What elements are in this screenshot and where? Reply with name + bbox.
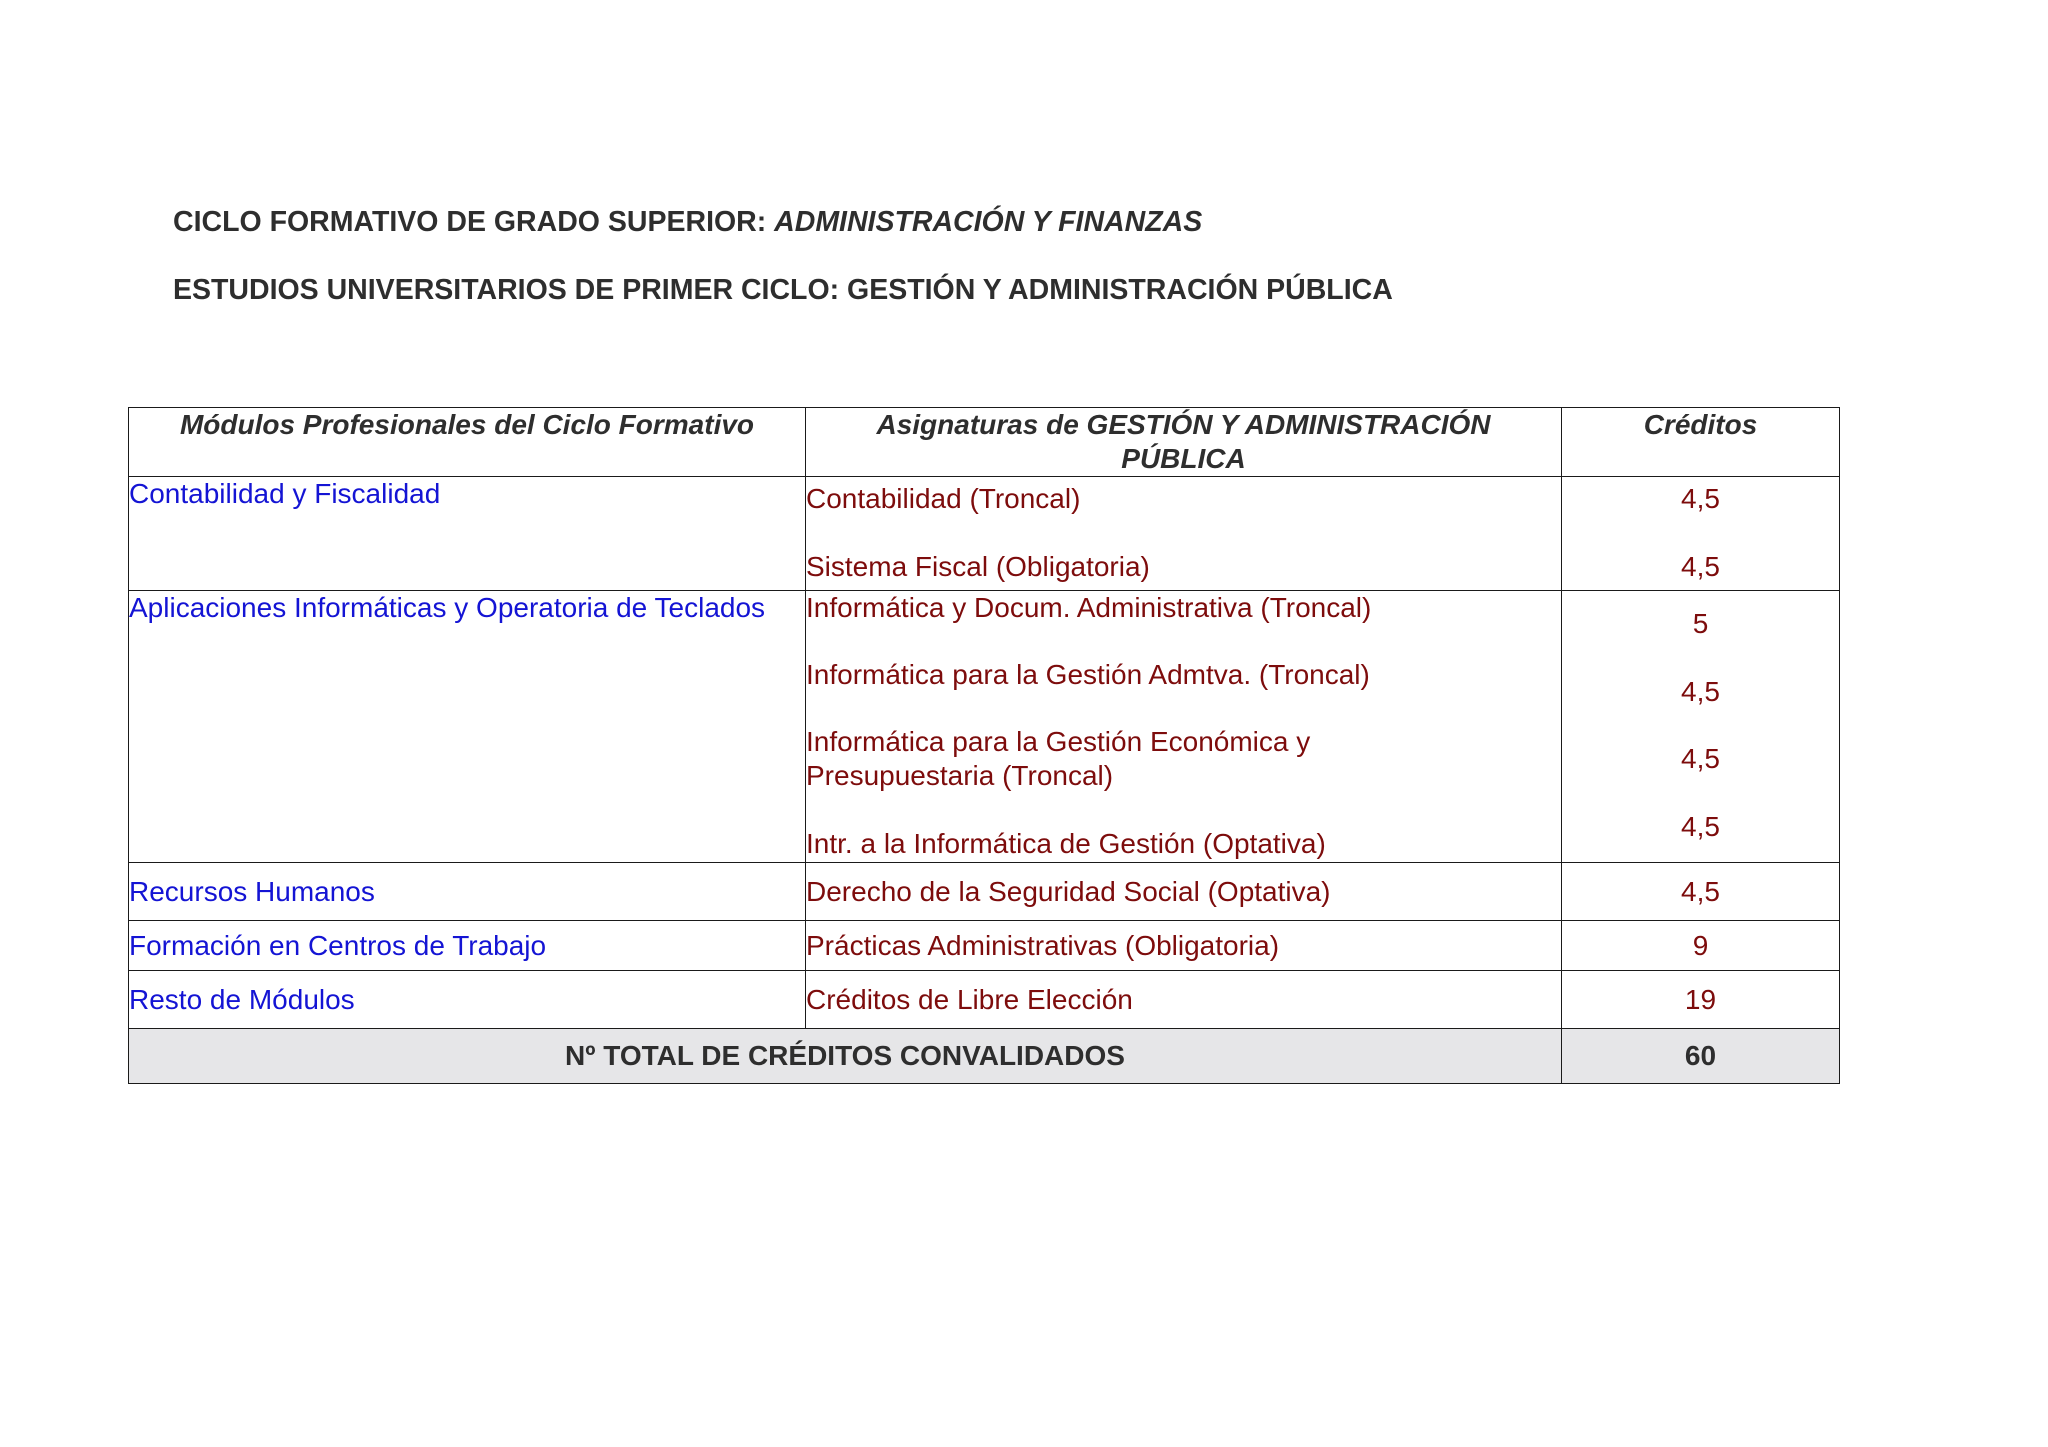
subjects-cell <box>806 863 1562 921</box>
subjects-cell <box>806 591 1562 863</box>
subjects-cell <box>806 971 1562 1029</box>
subject-name: Informática para la Gestión Admtva. (Troncal) <box>806 659 1370 690</box>
module-name: Resto de Módulos <box>129 983 355 1015</box>
table-row <box>129 477 1840 591</box>
subjects-cell <box>806 477 1562 591</box>
credits-cell <box>1562 863 1840 921</box>
total-label: Nº TOTAL DE CRÉDITOS CONVALIDADOS <box>129 1029 1562 1084</box>
module-cell <box>129 477 806 591</box>
table-header-row <box>129 408 1840 477</box>
credits-cell <box>1562 921 1840 971</box>
module-name: Recursos Humanos <box>129 875 375 907</box>
subject-name: Prácticas Administrativas (Obligatoria) <box>806 929 1280 961</box>
credit-value: 4,5 <box>1681 875 1720 907</box>
module-cell <box>129 921 806 971</box>
total-value: 60 <box>1562 1029 1840 1084</box>
subject-name: Derecho de la Seguridad Social (Optativa) <box>806 875 1331 907</box>
document-heading-ciclo <box>173 208 1202 237</box>
column-header-creditos: Créditos <box>1562 408 1840 477</box>
credit-value: 4,5 <box>1681 743 1720 774</box>
module-cell <box>129 971 806 1029</box>
credit-value: 4,5 <box>1681 676 1720 707</box>
credit-value: 4,5 <box>1681 811 1720 842</box>
subject-name: Informática para la Gestión Económica y Presupuestaria (Troncal) <box>806 726 1311 791</box>
credits-cell <box>1562 971 1840 1029</box>
total-row <box>129 1029 1840 1084</box>
convalidation-table <box>128 407 1840 1084</box>
credit-value: 4,5 <box>1681 551 1720 582</box>
heading-ciclo-prefix: CICLO FORMATIVO DE GRADO SUPERIOR: <box>173 206 775 238</box>
table-row <box>129 863 1840 921</box>
credits-cell <box>1562 591 1840 863</box>
module-name: Aplicaciones Informáticas y Operatoria de Teclados <box>129 592 766 623</box>
table-row <box>129 591 1840 863</box>
module-name: Formación en Centros de Trabajo <box>129 929 547 961</box>
subjects-cell <box>806 921 1562 971</box>
credit-value: 4,5 <box>1681 483 1720 514</box>
credit-value: 19 <box>1684 983 1717 1015</box>
module-cell <box>129 863 806 921</box>
subject-name: Contabilidad (Troncal) <box>806 483 1081 514</box>
credit-value: 5 <box>1692 608 1709 639</box>
subject-name: Informática y Docum. Administrativa (Troncal) <box>806 592 1372 623</box>
subject-name: Créditos de Libre Elección <box>806 983 1133 1015</box>
column-header-asignaturas: Asignaturas de GESTIÓN Y ADMINISTRACIÓN PÚBLICA <box>806 408 1562 477</box>
subject-name: Intr. a la Informática de Gestión (Optativa) <box>806 828 1326 859</box>
credits-cell <box>1562 477 1840 591</box>
column-header-modulos: Módulos Profesionales del Ciclo Formativo <box>129 408 806 477</box>
document-heading-estudios: ESTUDIOS UNIVERSITARIOS DE PRIMER CICLO: GESTIÓN Y ADMINISTRACIÓN PÚBLICA <box>173 274 1393 306</box>
heading-ciclo-name: ADMINISTRACIÓN Y FINANZAS <box>774 206 1203 238</box>
subject-name: Sistema Fiscal (Obligatoria) <box>806 551 1150 582</box>
module-name: Contabilidad y Fiscalidad <box>129 478 441 509</box>
credit-value: 9 <box>1692 929 1709 961</box>
module-cell <box>129 591 806 863</box>
table-row <box>129 921 1840 971</box>
table-row <box>129 971 1840 1029</box>
